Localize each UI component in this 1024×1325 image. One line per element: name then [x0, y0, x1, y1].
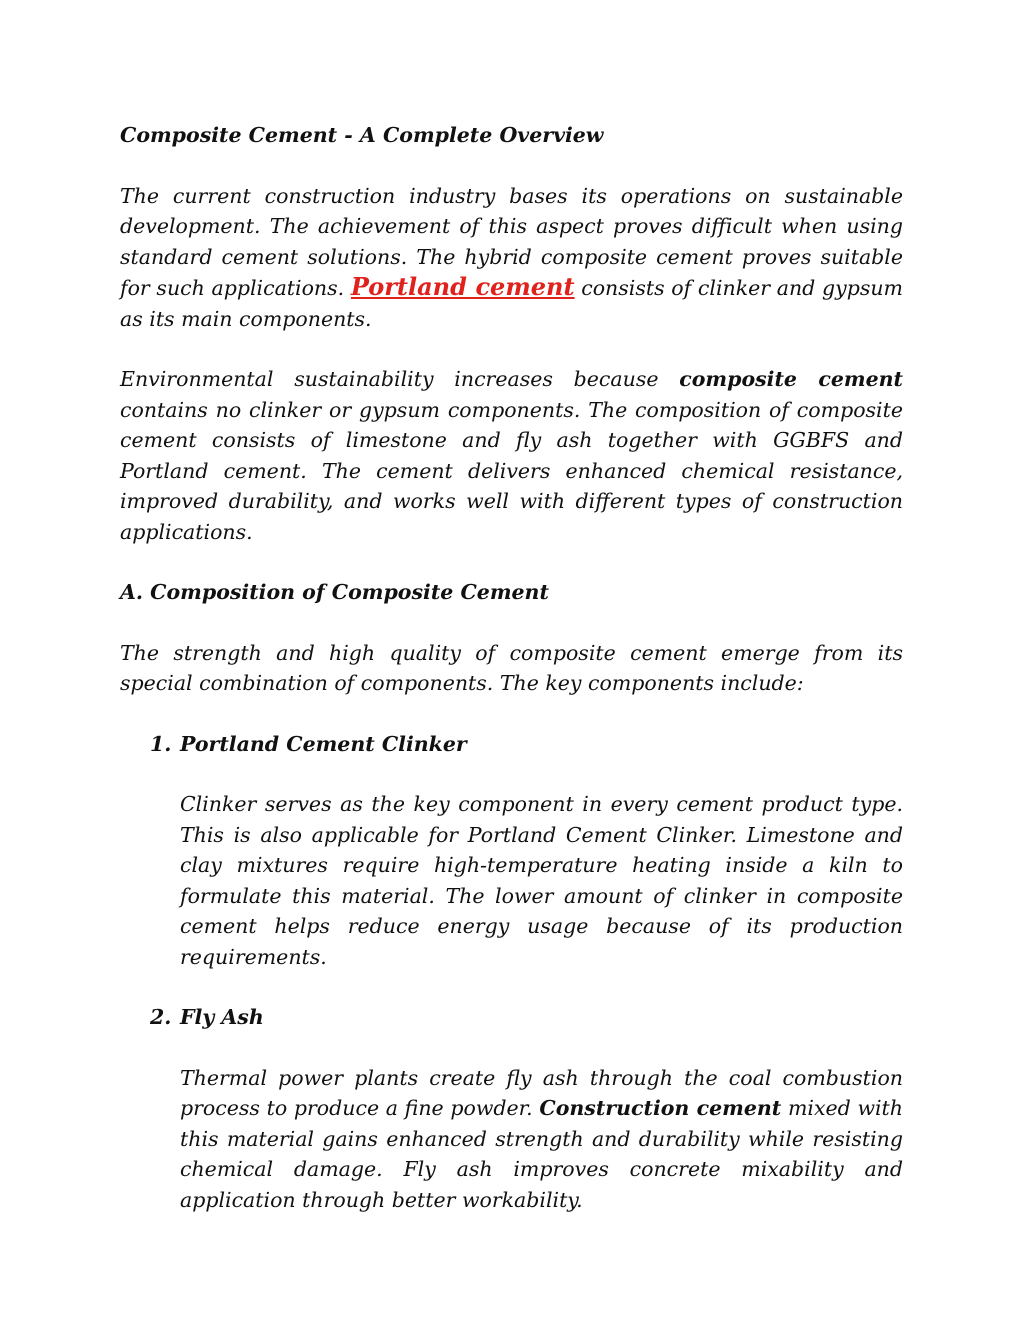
composite-cement-bold: composite cement [679, 367, 903, 391]
list-item-title: Fly Ash [180, 1005, 264, 1029]
env-text-after: contains no clinker or gypsum components. The composition of composite cement consists of limestone and fly ash together with GGBFS and Portland cement. The cement delivers enhanced chemical resistance, improved durability, and works well with different types of construction applications. [120, 397, 903, 544]
intro-paragraph [120, 181, 903, 335]
list-item-body: Clinker serves as the key component in every cement product type. This is also applicable for Portland Cement Clinker. Limestone and clay mixtures require high-temperature heating inside a kiln to formulate this material. The lower amount of clinker in composite cement helps reduce energy usage because of its production requirements. [180, 792, 903, 969]
fly-ash-text-before: Thermal power plants create fly ash through the coal combustion process to produce a fine powder. [180, 1065, 903, 1120]
fly-ash-text-after: mixed with this material gains enhanced strength and durability while resisting chemical damage. Fly ash improves concrete mixability and application through better workability. [180, 1096, 903, 1212]
document-title: Composite Cement - A Complete Overview [120, 123, 604, 147]
portland-cement-link[interactable]: Portland cement [350, 272, 575, 301]
intro-text-before: The current construction industry bases its operations on sustainable development. The achievement of this aspect proves difficult when using standard cement solutions. The hybrid composite cement proves suitable for such applications. [120, 183, 903, 300]
document-page [120, 120, 903, 1245]
section-intro-paragraph: The strength and high quality of composite cement emerge from its special combination of components. The key components include: [120, 640, 903, 695]
env-text-before: Environmental sustainability increases because [120, 367, 680, 391]
construction-cement-bold: Construction cement [539, 1096, 782, 1120]
list-item-body [180, 1063, 903, 1216]
environment-paragraph [120, 364, 903, 547]
list-number: 2. [150, 1005, 172, 1029]
intro-text-after: consists of clinker and gypsum as its main components. [120, 276, 903, 331]
list-number: 1. [150, 731, 172, 756]
list-item-fly-ash [120, 1002, 903, 1215]
list-item-clinker [120, 729, 903, 973]
list-item-title: Portland Cement Clinker [180, 731, 467, 756]
section-heading: A. Composition of Composite Cement [120, 580, 549, 604]
